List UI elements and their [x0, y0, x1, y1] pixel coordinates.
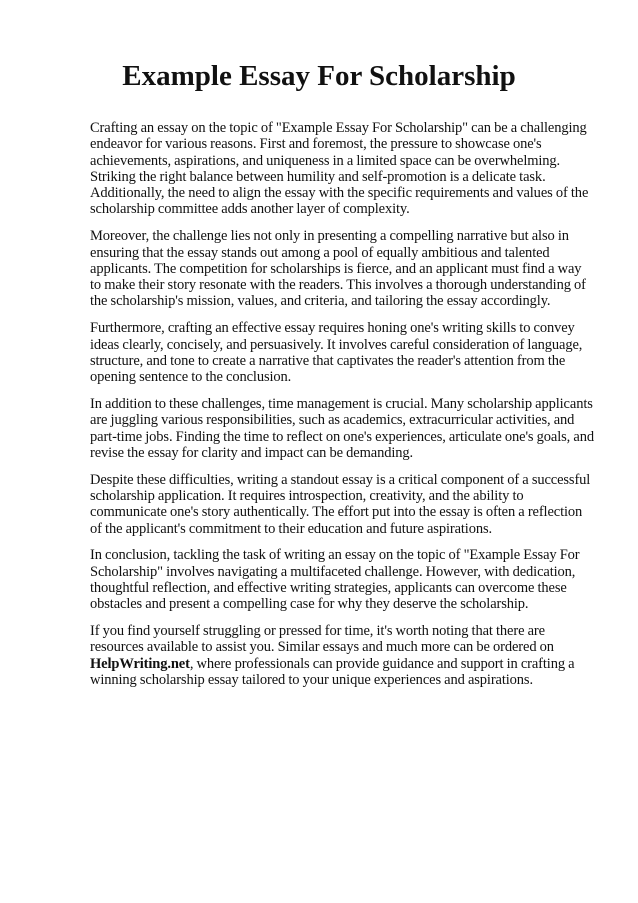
paragraph-5: Despite these difficulties, writing a standout essay is a critical component of a successful scholarship application. It requires introspection, creativity, and the ability to communicate one's story authentically. The effort put into the essay is often a reflection of the applicant's commitment to their education and future aspirations. [90, 471, 591, 537]
paragraph-7 [90, 623, 595, 688]
paragraph-2: Moreover, the challenge lies not only in presenting a compelling narrative but also in ensuring that the essay stands out among a pool of equally ambitious and talented applicants. The competition for scholarships is fierce, and an applicant must find a way to make their story resonate with the readers. This involves a thorough understanding of the scholarship's mission, values, and criteria, and tailoring the essay accordingly. [90, 228, 586, 310]
paragraph-7-before: If you find yourself struggling or pressed for time, it's worth noting that there are resources available to assist you. Similar essays and much more can be ordered on [90, 623, 554, 656]
paragraph-3: Furthermore, crafting an effective essay requires honing one's writing skills to convey ideas clearly, concisely, and persuasively. It involves careful consideration of language, structure, and tone to create a narrative that captivates the reader's attention from the opening sentence to the conclusion. [90, 320, 583, 386]
brand-name: HelpWriting.net [90, 655, 190, 672]
paragraph-7-after: , where professionals can provide guidance and support in crafting a winning scholarship essay tailored to your unique experiences and aspirations. [90, 655, 575, 688]
paragraph-1: Crafting an essay on the topic of "Example Essay For Scholarship" can be a challenging endeavor for various reasons. First and foremost, the pressure to showcase one's achievements, aspirations, and uniqueness in a limited space can be overwhelming. Striking the right balance between humility and self-promotion is a delicate task. Additionally, the need to align the essay with the specific requirements and values of the scholarship committee adds another layer of complexity. [90, 120, 589, 218]
page-title: Example Essay For Scholarship [122, 60, 516, 92]
essay-body [90, 120, 595, 699]
paragraph-6: In conclusion, tackling the task of writing an essay on the topic of "Example Essay For Scholarship" involves navigating a multifaceted challenge. However, with dedication, thoughtful reflection, and effective writing strategies, applicants can overcome these obstacles and present a compelling case for why they deserve the scholarship. [90, 547, 580, 613]
paragraph-4: In addition to these challenges, time management is crucial. Many scholarship applicants are juggling various responsibilities, such as academics, extracurricular activities, and part-time jobs. Finding the time to reflect on one's experiences, articulate one's goals, and revise the essay for clarity and impact can be demanding. [90, 395, 594, 461]
